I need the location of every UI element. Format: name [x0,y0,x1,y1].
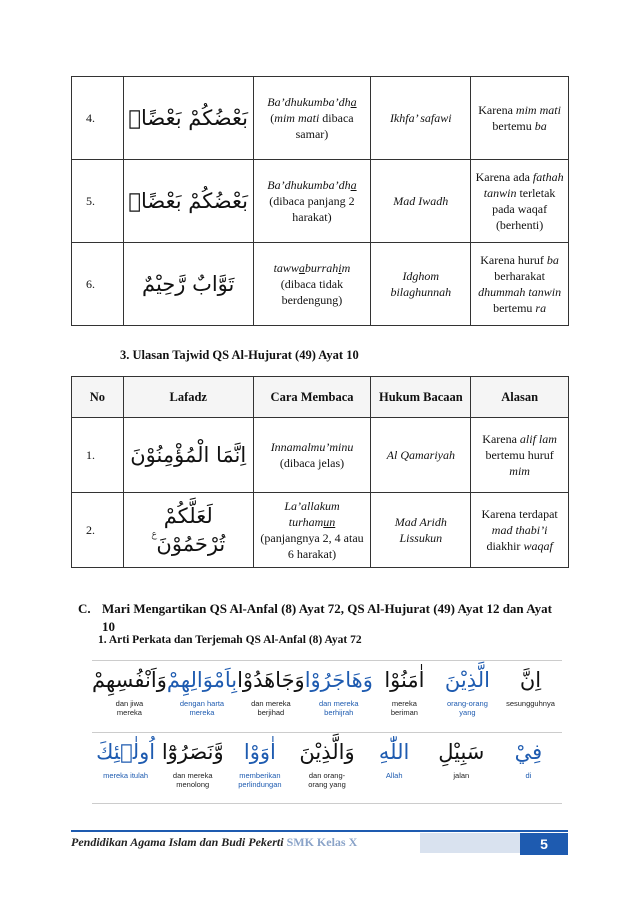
word-meaning: jalan [453,771,470,780]
word-meaning: memberikan perlindungan [238,771,282,790]
table-header-row [72,377,569,418]
word-meaning: dengan harta mereka [179,699,225,718]
word-meaning: mereka itulah [103,771,149,780]
hukum-bacaan: Mad Aridh Lissukun [371,493,471,568]
word-meaning: orang-orang yang [447,699,488,718]
word-item [436,661,499,731]
word-meaning: di [525,771,532,780]
word-meaning: dan jiwa mereka [115,699,144,718]
footer-title: Pendidikan Agama Islam dan Budi Pekerti [71,835,287,849]
tajwid-table-hujurat [71,376,569,568]
word-item [361,733,428,803]
header-lafadz: Lafadz [123,377,253,418]
cara-membaca: tawwaburrahim (dibaca tidak berdengung) [253,243,371,326]
footer-accent-box [420,833,520,853]
footer-book-title [71,835,357,850]
table-row [72,160,569,243]
word-arabic: وَاَنْفُسِهِمْ [92,668,167,692]
alasan: Karena ada fathah tanwin terletak pada waqaf (berhenti) [471,160,569,243]
word-meaning: dan orang- orang yang [308,771,346,790]
word-item [495,733,562,803]
row-number: 4. [72,77,124,160]
table-row [72,418,569,493]
section-c-heading [78,600,568,635]
word-item [159,733,226,803]
alasan: Karena huruf ba berharakat dhummah tanwin bertemu ra [471,243,569,326]
word-item [373,661,436,731]
table-row [72,77,569,160]
section-c-label: C. [78,601,91,616]
hukum-bacaan: Al Qamariyah [371,418,471,493]
word-arabic: اِنَّ [519,668,542,692]
word-meaning: dan mereka berjihad [251,699,291,718]
word-item [499,661,562,731]
word-meaning: dan mereka menolong [172,771,213,790]
lafadz-arabic: تَوَّابٌ رَّحِيْمٌ [123,243,253,326]
alasan: Karena alif lam bertemu huruf mim [471,418,569,493]
section-c-title: Mari Mengartikan QS Al-Anfal (8) Ayat 72, QS Al-Hujurat (49) Ayat 12 dan Ayat 10 [102,601,552,634]
word-item [92,733,159,803]
hukum-bacaan: Ikhfa’ safawi [371,77,471,160]
cara-membaca: Ba’dhukumba’dha (mim mati dibaca samar) [253,77,371,160]
word-arabic: وَجَاهَدُوْا [237,668,305,692]
word-meaning: Allah [385,771,403,780]
header-alasan: Alasan [471,377,569,418]
row-number: 6. [72,243,124,326]
word-arabic: اٰوَوْا [243,740,276,764]
header-no: No [72,377,124,418]
word-meaning: mereka beriman [390,699,418,718]
subsection-1-heading: 1. Arti Perkata dan Terjemah QS Al-Anfal (8) Ayat 72 [98,634,362,646]
row-number: 5. [72,160,124,243]
word-arabic: سَبِيْلِ [438,740,485,764]
hukum-bacaan: Idghom bilaghunnah [371,243,471,326]
word-arabic: وَالَّذِيْنَ [299,740,355,764]
cara-membaca: Ba’dhukumba’dha (dibaca panjang 2 harakat) [253,160,371,243]
word-arabic: اٰمَنُوْا [384,668,425,692]
cara-membaca: Innamalmu’minu (dibaca jelas) [253,418,371,493]
row-number: 2. [72,493,124,568]
word-arabic: وَّنَصَرُوْٓا [161,740,224,764]
alasan: Karena terdapat mad thabi’i diakhir waqaf [471,493,569,568]
page-number: 5 [520,833,568,855]
word-arabic: وَهَاجَرُوْا [304,668,373,692]
word-item [305,661,373,731]
word-arabic: اُولٰۤئِكَ [96,740,156,764]
footer-subtitle: SMK Kelas X [286,835,358,849]
header-cara: Cara Membaca [253,377,371,418]
word-arabic: الَّذِيْنَ [444,668,490,692]
word-item [237,661,305,731]
section-3-heading: 3. Ulasan Tajwid QS Al-Hujurat (49) Ayat 10 [120,348,359,362]
hukum-bacaan: Mad Iwadh [371,160,471,243]
alasan: Karena mim mati bertemu ba [471,77,569,160]
lafadz-arabic: اِنَّمَا الْمُؤْمِنُوْنَ [123,418,253,493]
lafadz-arabic: بَعْضُكُمْ بَعْضًاۗ [123,77,253,160]
lafadz-arabic: بَعْضُكُمْ بَعْضًاۗ [123,160,253,243]
table-row [72,243,569,326]
word-item [428,733,495,803]
word-translation-row-1 [92,660,562,731]
cara-membaca: La’allakum turhamun (panjangnya 2, 4 atau 6 harakat) [253,493,371,568]
word-arabic: اللّٰهِ [378,740,410,764]
word-arabic: فِيْ [514,740,543,764]
row-number: 1. [72,418,124,493]
header-hukum: Hukum Bacaan [371,377,471,418]
word-item [167,661,237,731]
word-item [293,733,360,803]
footer-divider [71,830,568,832]
word-translation-row-2 [92,732,562,804]
tajwid-table-continued [71,76,569,326]
lafadz-arabic: لَعَلَّكُمْ تُرْحَمُوْنَ ࣖ [123,493,253,568]
table-row [72,493,569,568]
word-item [92,661,167,731]
word-meaning: sesungguhnya [506,699,555,708]
word-item [226,733,293,803]
word-arabic: بِاَمْوَالِهِمْ [166,668,238,692]
word-meaning: dan mereka berhijrah [318,699,359,718]
